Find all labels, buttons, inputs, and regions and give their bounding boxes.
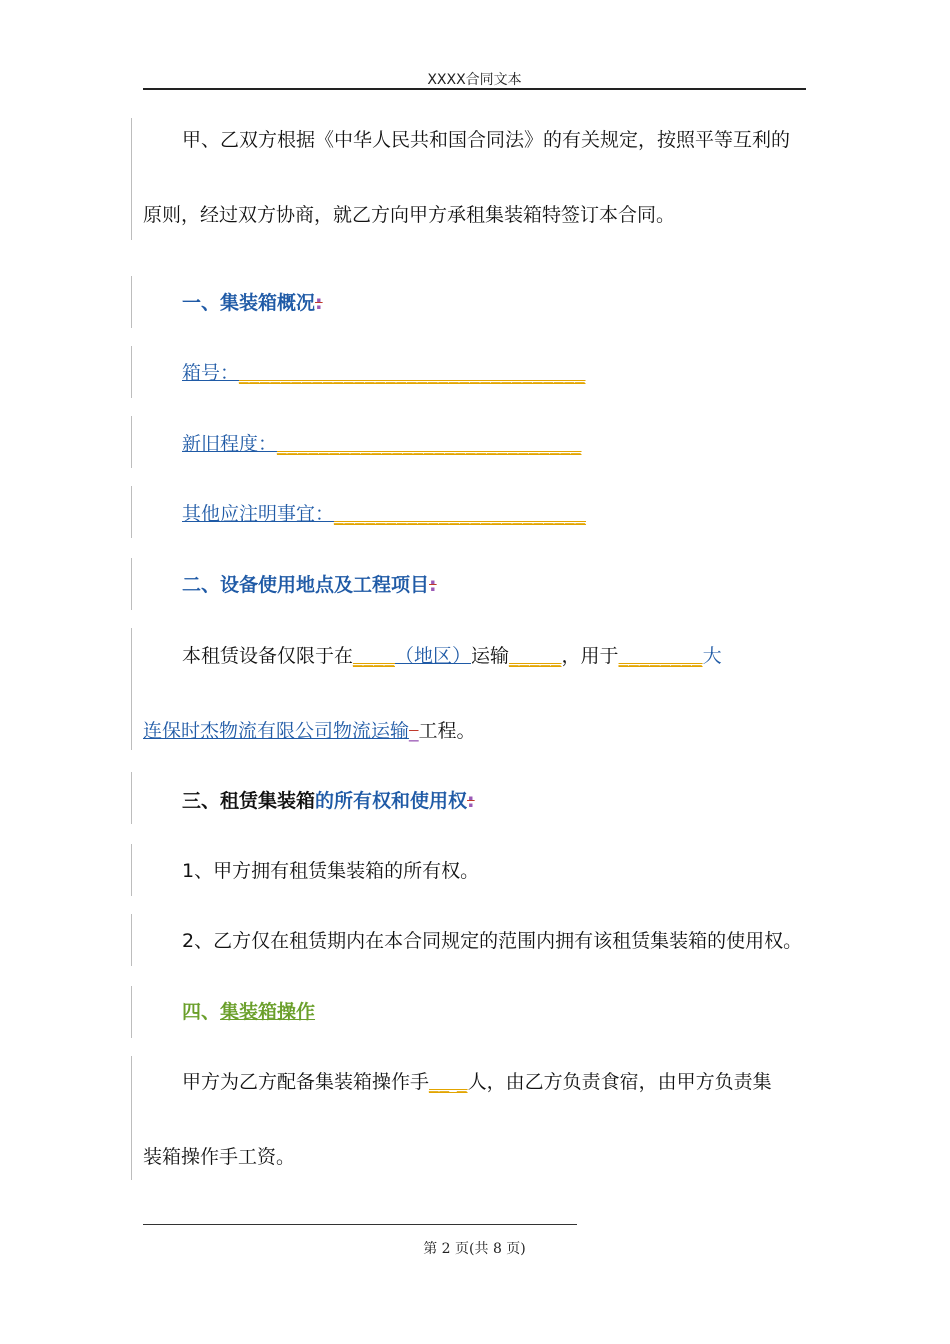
field-label: 箱号： — [182, 362, 240, 384]
text: 运输 — [471, 645, 510, 667]
section-2-heading-text: 二、设备使用地点及工程项目 — [182, 574, 430, 596]
section-4-paragraph-line-1 — [182, 1070, 772, 1094]
change-bar — [131, 276, 132, 328]
field-label: 新旧程度： — [182, 433, 278, 455]
section-3-heading-text: 三、租赁集装箱 — [182, 790, 316, 812]
fill-blank: ____ — [353, 645, 396, 667]
section-3-heading-text-inserted: 的所有权和使用权 — [315, 790, 468, 812]
change-bar — [131, 416, 132, 468]
text: 大 — [702, 645, 722, 667]
text: 人，由乙方负责食宿，由甲方负责集 — [467, 1071, 772, 1093]
text: 本租赁设备仅限于在 — [182, 645, 354, 667]
change-bar — [131, 118, 132, 240]
fill-blank: _____________________________ — [277, 433, 582, 455]
section-3-item-1: 1、甲方拥有租赁集装箱的所有权。 — [182, 860, 480, 882]
section-4-heading — [182, 1000, 315, 1024]
fill-blank: _________________________________ — [239, 362, 586, 384]
section-4-heading-number: 四、 — [182, 1001, 221, 1023]
field-condition — [182, 432, 582, 456]
change-bar — [131, 772, 132, 824]
fill-blank: ________________________ — [334, 503, 587, 525]
field-other-notes — [182, 502, 586, 526]
section-2-paragraph-line-1 — [182, 644, 722, 668]
deleted-mark: : — [429, 574, 437, 596]
company-name: 连保时杰物流有限公司物流运输 — [143, 720, 410, 742]
header-rule — [143, 88, 806, 90]
fill-blank: __ _ — [429, 1071, 468, 1093]
field-box-number — [182, 361, 586, 385]
deleted-mark: _ — [409, 720, 419, 742]
change-bar — [131, 486, 132, 538]
intro-line-1: 甲、乙双方根据《中华人民共和国合同法》的有关规定，按照平等互利的 — [182, 129, 791, 151]
fill-blank: ________ — [618, 645, 703, 667]
section-1-heading-text: 一、集装箱概况 — [182, 292, 316, 314]
deleted-mark: : — [315, 292, 323, 314]
change-bar — [131, 346, 132, 398]
change-bar — [131, 844, 132, 896]
section-4-paragraph-line-2: 装箱操作手工资。 — [143, 1146, 296, 1168]
section-3-item-2: 2、乙方仅在租赁期内在本合同规定的范围内拥有该租赁集装箱的使用权。 — [182, 930, 803, 952]
change-bar — [131, 558, 132, 610]
field-label: 其他应注明事宜： — [182, 503, 335, 525]
section-1-heading — [182, 291, 323, 315]
change-bar — [131, 914, 132, 966]
section-2-paragraph-line-2 — [143, 719, 476, 743]
page-number: 第 2 页(共 8 页) — [423, 1241, 526, 1257]
text: 甲方为乙方配备集装箱操作手 — [182, 1071, 430, 1093]
text: ，用于 — [561, 645, 619, 667]
change-bar — [131, 628, 132, 750]
fill-blank: _____ — [509, 645, 562, 667]
text: 工程。 — [418, 720, 476, 742]
document-header: XXXX合同文本 — [427, 72, 522, 88]
deleted-mark: : — [467, 790, 475, 812]
region-label: （地区） — [395, 645, 472, 667]
change-bar — [131, 1056, 132, 1180]
footer-rule — [143, 1224, 577, 1225]
section-3-heading — [182, 789, 475, 813]
change-bar — [131, 986, 132, 1038]
section-4-heading-text: 集装箱操作 — [220, 1001, 316, 1023]
section-2-heading — [182, 573, 437, 597]
intro-line-2: 原则，经过双方协商，就乙方向甲方承租集装箱特签订本合同。 — [143, 204, 676, 226]
